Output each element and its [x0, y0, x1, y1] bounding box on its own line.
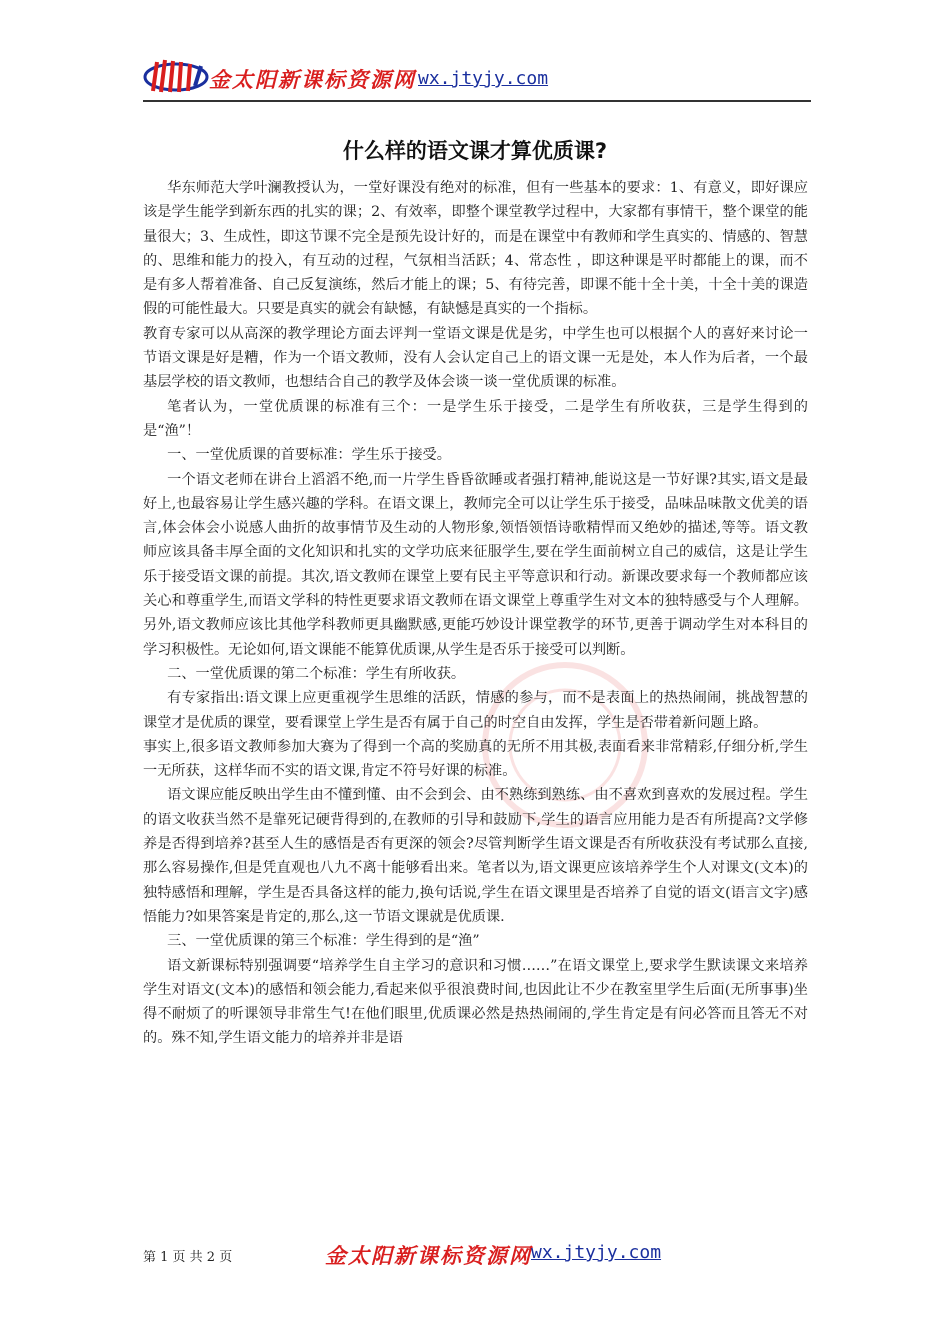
footer-brand: 金太阳新课标资源网 — [325, 1244, 532, 1268]
paragraph: 有专家指出:语文课上应更重视学生思维的活跃，情感的参与，而不是表面上的热热闹闹，挑战智慧的课堂才是优质的课堂，要看课堂上学生是否有属于自己的时空自由发挥，学生是否带着新问题上路。 — [143, 690, 808, 731]
paragraph: 一个语文老师在讲台上滔滔不绝,而一片学生昏昏欲睡或者强打精神,能说这是一节好课?其实,语文是最好上,也最容易让学生感兴趣的学科。在语文课上，教师完全可以让学生乐于接受，品味品味散文优美的语言,体会体会小说感人曲折的故事情节及生动的人物形象,领悟领悟诗歌精悍而又绝妙的描述,等等。语文教师应该具备丰厚全面的文化知识和扎实的文学功底来征服学生,要在学生面前树立自己的威信，这是让学生乐于接受语文课的前提。其次,语文教师在课堂上要有民主平等意识和行动。新课改要求每一个教师都应该关心和尊重学生,而语文学科的特性更要求语文教师在语文课堂上尊重学生对文本的独特感受与个人理解。另外,语文教师应该比其他学科教师更具幽默感,更能巧妙设计课堂教学的环节,更善于调动学生对本科目的学习积极性。无论如何,语文课能不能算优质课,从学生是否乐于接受可以判断。 — [143, 471, 808, 658]
page-header — [143, 56, 811, 104]
section-heading: 二、一堂优质课的第二个标准：学生有所收获。 — [167, 665, 466, 682]
jtyjy-logo-icon — [143, 56, 209, 98]
header-divider — [143, 100, 811, 102]
section-heading: 三、一堂优质课的第三个标准：学生得到的是“渔” — [167, 933, 480, 950]
section-heading: 一、一堂优质课的首要标准：学生乐于接受。 — [167, 447, 451, 464]
paragraph: 华东师范大学叶澜教授认为，一堂好课没有绝对的标准，但有一些基本的要求：1、有意义，即好课应该是学生能学到新东西的扎实的课；2、有效率，即整个课堂教学过程中，大家都有事情干，整个课堂的能量很大；3、生成性，即这节课不完全是预先设计好的，而是在课堂中有教师和学生真实的、情感的、智慧的、思维和能力的投入，有互动的过程，气氛相当活跃；4、常态性 ，即这种课是平时都能上的课，而不是有多人帮着准备、自己反复演练，然后才能上的课；5、有待完善，即课不能十全十美，十全十美的课造假的可能性最大。只要是真实的就会有缺憾，有缺憾是真实的一个指标。 — [143, 180, 808, 318]
footer-url-link[interactable]: wx.jtyjy.com — [531, 1242, 662, 1263]
header-brand: 金太阳新课标资源网 — [209, 68, 416, 92]
page-footer — [143, 1238, 811, 1268]
header-url-link[interactable]: wx.jtyjy.com — [418, 68, 549, 89]
paragraph: 笔者认为，一堂优质课的标准有三个：一是学生乐于接受，二是学生有所收获，三是学生得到的是“渔”！ — [143, 398, 808, 439]
paragraph: 教育专家可以从高深的教学理论方面去评判一堂语文课是优是劣，中学生也可以根据个人的喜好来讨论一节语文课是好是糟，作为一个语文教师，没有人会认定自己上的语文课一无是处，本人作为后者，一个最基层学校的语文教师，也想结合自己的教学及体会谈一谈一堂优质课的标准。 — [143, 325, 808, 391]
paragraph: 语文新课标特别强调要“培养学生自主学习的意识和习惯……”在语文课堂上,要求学生默读课文来培养学生对语文(文本)的感悟和领会能力,看起来似乎很浪费时间,也因此让不少在教室里学生后面(无所事事)坐得不耐烦了的听课领导非常生气!在他们眼里,优质课必然是热热闹闹的,学生肯定是有问必答而且答无不对的。殊不知,学生语文能力的培养并非是语 — [143, 957, 808, 1047]
article-body — [143, 176, 808, 1051]
paragraph: 事实上,很多语文教师参加大赛为了得到一个高的奖励真的无所不用其极,表面看来非常精彩,仔细分析,学生一无所获，这样华而不实的语文课,肯定不符号好课的标准。 — [143, 738, 808, 780]
page-number: 第 1 页 共 2 页 — [143, 1250, 233, 1265]
paragraph: 语文课应能反映出学生由不懂到懂、由不会到会、由不熟练到熟练、由不喜欢到喜欢的发展过程。学生的语文收获当然不是靠死记硬背得到的,在教师的引导和鼓励下,学生的语言应用能力是否有所提高?文学修养是否得到培养?甚至人生的感悟是否有更深的领会?尽管判断学生语文课是否有所收获没有考试那么直接,那么容易操作,但是凭直观也八九不离十能够看出来。笔者以为,语文课更应该培养学生个人对课文(文本)的独特感悟和理解，学生是否具备这样的能力,换句话说,学生在语文课里是否培养了自觉的语文(语言文字)感悟能力?如果答案是肯定的,那么,这一节语文课就是优质课. — [143, 787, 808, 925]
article-title: 什么样的语文课才算优质课? — [342, 139, 608, 163]
